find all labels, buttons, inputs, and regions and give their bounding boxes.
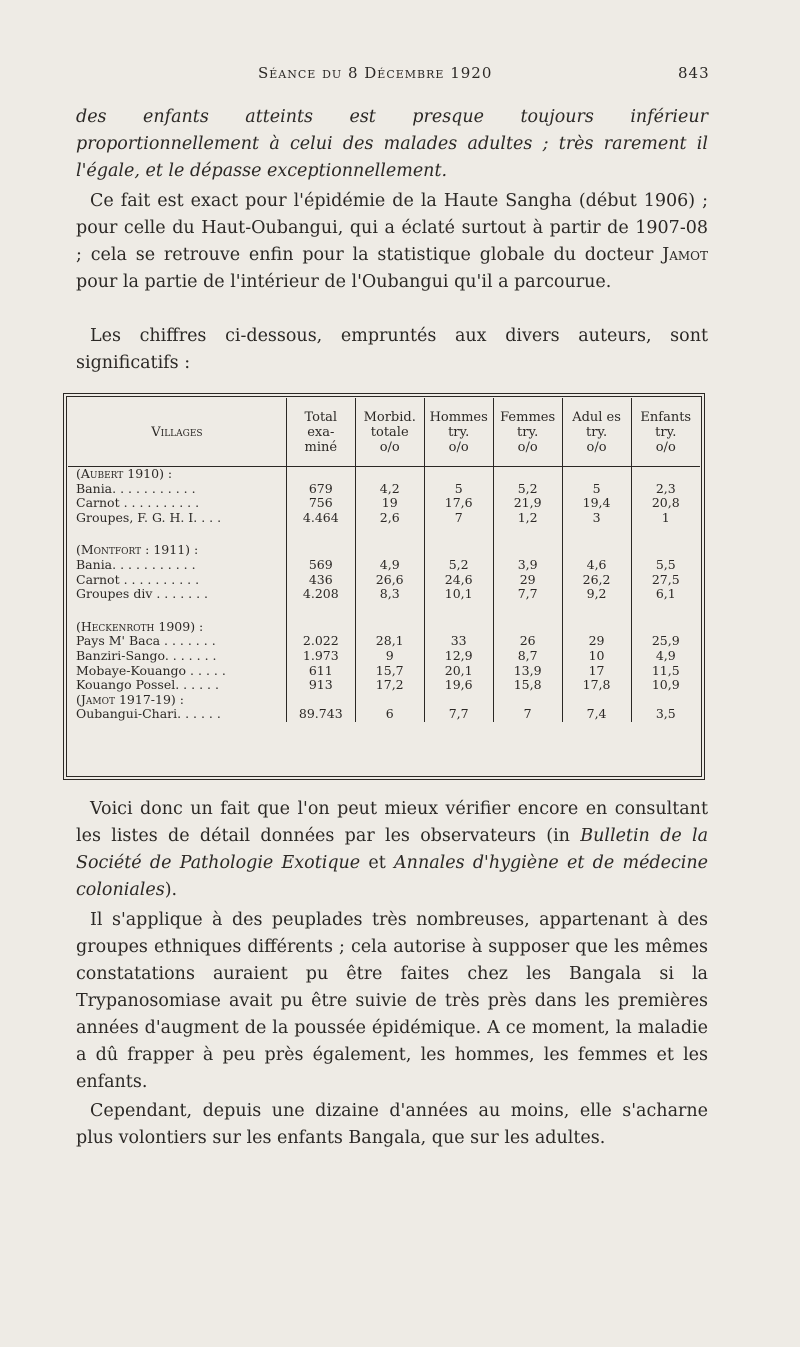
table-cell: 913 <box>286 678 355 693</box>
table-cell: 26 <box>493 634 562 649</box>
page-number: 843 <box>678 64 710 82</box>
table-cell <box>631 467 700 482</box>
paragraph-2-text-a: Ce fait est exact pour l'épidémie de la Haute Sangha (début 1906) ; pour celle du Haut-Oubangui, qui a éclaté surtout à partir de 1907-08 ; cela se retrouve enfin pour la statistique globale du docteur <box>76 191 708 265</box>
village-name: Mobaye-Kouango . . . . . <box>68 664 286 679</box>
table-cell: 26,6 <box>355 573 424 588</box>
table-cell: 19,6 <box>424 678 493 693</box>
table-cell: 5,2 <box>493 482 562 497</box>
table-cell: 13,9 <box>493 664 562 679</box>
paragraph-6-text: Cependant, depuis une dizaine d'années au moins, elle s'acharne plus volontiers sur les enfants Bangala, que sur les adultes. <box>76 1101 708 1148</box>
table-cell: 4,2 <box>355 482 424 497</box>
table-cell: 7 <box>493 707 562 722</box>
table-cell: 17,2 <box>355 678 424 693</box>
table-row <box>68 707 700 722</box>
table-cell: 2.022 <box>286 634 355 649</box>
village-name: Groupes div . . . . . . . <box>68 587 286 602</box>
paragraph-3 <box>76 323 708 377</box>
table-row <box>68 496 700 511</box>
table-cell: 89.743 <box>286 707 355 722</box>
running-head <box>0 64 800 88</box>
village-name: Kouango Possel. . . . . . <box>68 678 286 693</box>
table-cell <box>562 693 631 708</box>
table-row <box>68 482 700 497</box>
table-cell: 4,9 <box>355 558 424 573</box>
village-name: Bania. . . . . . . . . . . <box>68 558 286 573</box>
table-cell <box>493 602 562 620</box>
table-cell: 611 <box>286 664 355 679</box>
paragraph-4 <box>76 796 708 904</box>
table-cell: 11,5 <box>651 662 680 678</box>
table-cell <box>286 543 355 558</box>
table-row <box>68 634 700 649</box>
table-cell <box>493 543 562 558</box>
table-cell: 26,2 <box>562 573 631 588</box>
table-cell: 17 <box>562 664 631 679</box>
table-cell: 679 <box>286 482 355 497</box>
table-cell <box>355 467 424 482</box>
table-cell: 7,4 <box>562 707 631 722</box>
table-cell: 2,6 <box>355 511 424 526</box>
table-group-row <box>68 693 700 708</box>
table-cell <box>355 602 424 620</box>
table-cell: 25,9 <box>651 633 680 649</box>
table-body <box>68 467 700 722</box>
table-cell: 17,8 <box>562 678 631 693</box>
table-cell: 3 <box>562 511 631 526</box>
table-cell <box>493 467 562 482</box>
paragraph-3-text: Les chiffres ci-dessous, empruntés aux divers auteurs, sont significatifs : <box>76 326 708 373</box>
table-cell: 24,6 <box>424 573 493 588</box>
header-morbid: Morbid. totale o/o <box>355 398 424 467</box>
table-cell <box>355 620 424 635</box>
journal-bulletin: Bulletin de la Société de Pathologie Exotique <box>76 826 709 873</box>
table-header-row <box>68 398 700 467</box>
table-group-row <box>68 620 700 635</box>
table-cell <box>631 602 700 620</box>
running-title: Séance du 8 Décembre 1920 <box>258 64 493 82</box>
village-name <box>68 602 286 620</box>
table-cell <box>562 467 631 482</box>
table-cell: 3,5 <box>655 706 676 722</box>
table-cell: 5,5 <box>655 556 676 572</box>
statistics-table-frame <box>63 393 705 780</box>
table-row <box>68 678 700 693</box>
table-cell <box>286 467 355 482</box>
group-label: (Aubert 1910) : <box>68 467 286 482</box>
table-cell <box>424 525 493 543</box>
table-cell: 12,9 <box>424 649 493 664</box>
table-cell <box>286 693 355 708</box>
village-name: Banziri-Sango. . . . . . . <box>68 649 286 664</box>
table-cell: 4.464 <box>286 511 355 526</box>
table-cell: 1,2 <box>493 511 562 526</box>
group-label: (Montfort : 1911) : <box>68 543 286 558</box>
village-name: Pays M' Baca . . . . . . . <box>68 634 286 649</box>
table-cell: 10,1 <box>424 587 493 602</box>
table-cell: 8,7 <box>493 649 562 664</box>
table-cell <box>562 525 631 543</box>
table-cell: 4.208 <box>286 587 355 602</box>
header-hommes: Hommes try. o/o <box>424 398 493 467</box>
table-cell <box>355 693 424 708</box>
table-cell: 15,8 <box>493 678 562 693</box>
table-cell <box>424 543 493 558</box>
table-cell <box>424 620 493 635</box>
table-cell: 19,4 <box>562 496 631 511</box>
table-cell: 19 <box>355 496 424 511</box>
table-row <box>68 558 700 573</box>
table-cell <box>631 693 700 708</box>
table-cell <box>631 543 700 558</box>
table-cell: 10 <box>562 649 631 664</box>
table-cell: 3,9 <box>493 558 562 573</box>
group-label: (Jamot 1917-19) : <box>68 693 286 708</box>
table-cell <box>355 543 424 558</box>
table-cell <box>493 693 562 708</box>
village-name: Bania. . . . . . . . . . . <box>68 482 286 497</box>
table-cell: 15,7 <box>355 664 424 679</box>
table-cell: 7,7 <box>424 707 493 722</box>
table-cell <box>562 602 631 620</box>
header-enfants: Enfants try. o/o <box>631 398 700 467</box>
author-name-jamot: Jamot <box>662 245 708 265</box>
table-cell <box>286 620 355 635</box>
table-cell: 1.973 <box>286 649 355 664</box>
table-cell <box>493 525 562 543</box>
table-cell: 5,2 <box>424 558 493 573</box>
table-cell: 5 <box>424 482 493 497</box>
table-cell: 436 <box>286 573 355 588</box>
paragraph-4-text-a: Voici donc un fait que l'on peut mieux vérifier encore en consultant les listes de détail données par les observateurs (in <box>76 799 708 846</box>
table-cell: 6 <box>355 707 424 722</box>
table-spacer-row <box>68 602 700 620</box>
statistics-table <box>68 398 700 722</box>
journal-annales: Annales d'hygiène et de médecine coloniales <box>76 853 709 900</box>
table-cell <box>424 693 493 708</box>
header-adultes: Adul es try. o/o <box>562 398 631 467</box>
table-cell: 10,9 <box>651 677 680 693</box>
table-cell <box>562 543 631 558</box>
table-cell: 33 <box>424 634 493 649</box>
header-total: Total exa- miné <box>286 398 355 467</box>
village-name: Carnot . . . . . . . . . . <box>68 573 286 588</box>
table-cell: 9,2 <box>562 587 631 602</box>
table-cell <box>631 620 700 635</box>
village-name: Carnot . . . . . . . . . . <box>68 496 286 511</box>
village-name: Oubangui-Chari. . . . . . <box>68 707 286 722</box>
village-name <box>68 525 286 543</box>
table-group-row <box>68 543 700 558</box>
table-row <box>68 649 700 664</box>
table-cell: 20,1 <box>424 664 493 679</box>
table-row <box>68 511 700 526</box>
table-cell <box>493 620 562 635</box>
table-cell: 2,3 <box>655 480 676 496</box>
table-cell: 569 <box>286 558 355 573</box>
table-cell <box>562 620 631 635</box>
table-row <box>68 587 700 602</box>
table-cell: 29 <box>493 573 562 588</box>
table-spacer-row <box>68 525 700 543</box>
table-cell: 9 <box>355 649 424 664</box>
table-cell: 756 <box>286 496 355 511</box>
table-cell: 7 <box>424 511 493 526</box>
paragraph-6 <box>76 1098 708 1152</box>
table-cell: 21,9 <box>493 496 562 511</box>
paragraph-5-text: Il s'applique à des peuplades très nombreuses, appartenant à des groupes ethniques différents ; cela autorise à supposer que les mêmes constatations auraient pu être faites chez les Bangala si la Trypanosomiase avait pu être suivie de très près dans les premières années d'augment de la poussée épidémique. A ce moment, la maladie a dû frapper à peu près également, les hommes, les femmes et les enfants. <box>76 910 708 1092</box>
table-cell: 6,1 <box>655 586 676 602</box>
table-row <box>68 573 700 588</box>
village-name: Groupes, F. G. H. I. . . . <box>68 511 286 526</box>
table-cell <box>355 525 424 543</box>
table-cell: 1 <box>661 509 670 525</box>
paragraph-2-text-b: pour la partie de l'intérieur de l'Oubangui qu'il a parcourue. <box>76 272 612 292</box>
table-cell: 28,1 <box>355 634 424 649</box>
table-cell: 8,3 <box>355 587 424 602</box>
paragraph-5 <box>76 907 708 1096</box>
paragraph-4-text-end: ). <box>164 880 178 900</box>
table-row <box>68 664 700 679</box>
paragraph-2 <box>76 188 708 296</box>
table-cell <box>424 602 493 620</box>
header-villages: Villages <box>68 398 286 467</box>
table-cell <box>286 602 355 620</box>
table-cell: 4,6 <box>562 558 631 573</box>
table-cell <box>286 525 355 543</box>
table-cell: 27,5 <box>651 571 680 587</box>
table-cell: 5 <box>562 482 631 497</box>
header-femmes: Femmes try. o/o <box>493 398 562 467</box>
table-cell <box>424 467 493 482</box>
table-cell: 20,8 <box>651 495 680 511</box>
paragraph-1: des enfants atteints est presque toujours inférieur proportionnellement à celui des malades adultes ; très rarement il l'égale, et le dépasse exceptionnellement. <box>76 107 708 181</box>
paragraph-4-text-mid: et <box>360 853 395 873</box>
group-label: (Heckenroth 1909) : <box>68 620 286 635</box>
table-cell: 7,7 <box>493 587 562 602</box>
table-cell: 29 <box>562 634 631 649</box>
table-group-row <box>68 467 700 482</box>
table-cell <box>631 525 700 543</box>
table-cell: 4,9 <box>655 647 676 663</box>
table-cell: 17,6 <box>424 496 493 511</box>
